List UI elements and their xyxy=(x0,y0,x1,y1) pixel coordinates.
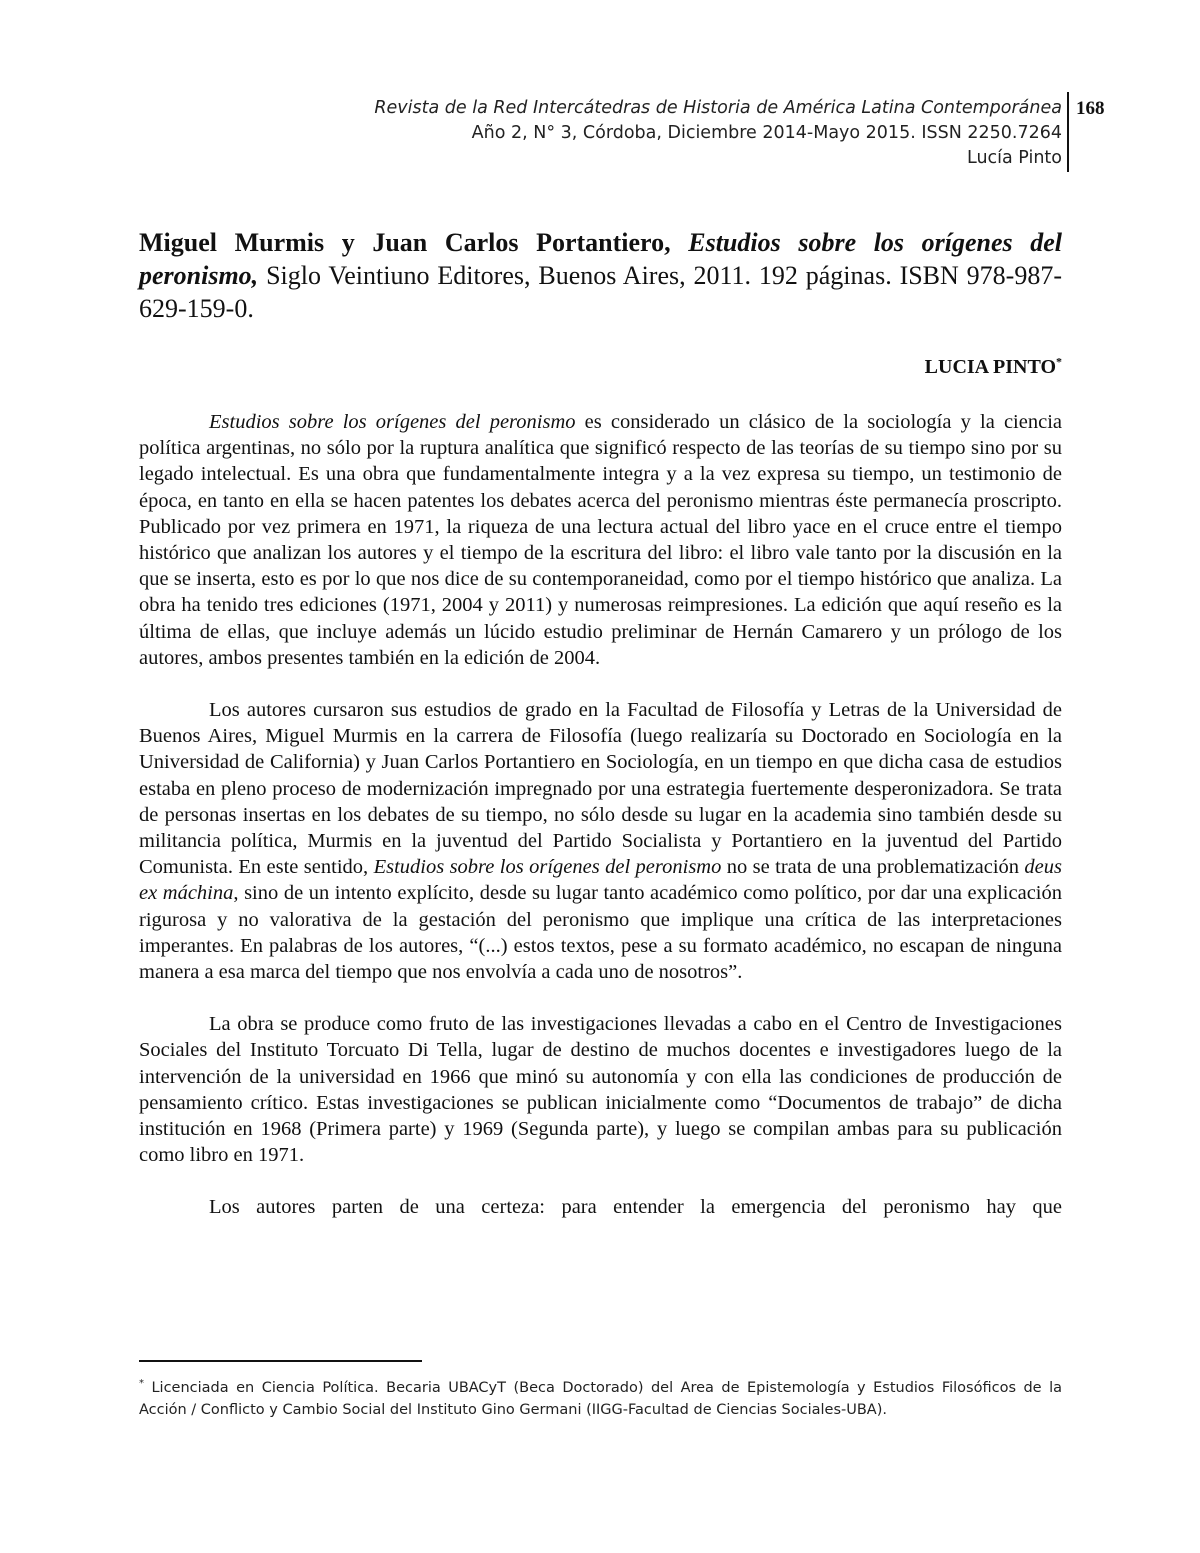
paragraph-4: Los autores parten de una certeza: para entender la emergencia del peronismo hay que xyxy=(209,1196,1062,1219)
review-title xyxy=(139,226,1062,325)
journal-name: Revista de la Red Intercátedras de Historia de América Latina Contemporánea xyxy=(374,98,1062,118)
header-author: Lucía Pinto xyxy=(967,148,1062,168)
review-author xyxy=(925,354,1062,380)
paragraph-text: es considerado un clásico de la sociología y la ciencia política argentinas, no sólo por la ruptura analítica que significó respecto de las teorías de su tiempo sino por su legado intelectual. Es una obra que fundamentalmente integra y a la vez expresa su tiempo, un testimonio de época, en tanto en ella se hacen patentes los debates acerca del peronismo mientras éste permanecía proscripto. Publicado por vez primera en 1971, la riqueza de una lectura actual del libro yace en el cruce entre el tiempo histórico que analizan los autores y el tiempo de la escritura del libro: el libro vale tanto por la discusión en la que se inserta, esto es por lo que nos dice de su contemporaneidad, como por el tiempo histórico que analiza. La obra ha tenido tres ediciones (1971, 2004 y 2011) y numerosas reimpresiones. La edición que aquí reseño es la última de ellas, que incluye además un lúcido estudio preliminar de Hernán Camarero y un prólogo de los autores, ambos presentes también en la edición de 2004. xyxy=(139,411,1062,669)
paragraph-2 xyxy=(139,697,1062,985)
article-body xyxy=(139,409,1062,1247)
paragraph-text: , sino de un intento explícito, desde su lugar tanto académico como político, por dar una explicación rigurosa y no valorativa de la gestación del peronismo que implique una crítica de las interpretaciones imperantes. En palabras de los autores, “(...) estos textos, pese a su formato académico, no escapan de ninguna manera a esa marca del tiempo que nos envolvía a cada uno de nosotros”. xyxy=(139,882,1062,984)
paragraph-text: Los autores cursaron sus estudios de grado en la Facultad de Filosofía y Letras de la Universidad de Buenos Aires, Miguel Murmis en la carrera de Filosofía (luego realizaría su Doctorado en Sociología en la Universidad de California) y Juan Carlos Portantiero en Sociología, en un tiempo en que dicha casa de estudios estaba en pleno proceso de modernización impregnado por una estrategia fuertemente desperonizadora. Se trata de personas insertas en los debates de su tiempo, no sólo desde su lugar en la academia sino también desde su militancia política, Murmis en la juventud del Partido Socialista y Portantiero en la juventud del Partido Comunista. En este sentido, xyxy=(139,699,1062,879)
page-number: 168 xyxy=(1076,98,1105,119)
latin-phrase: deus ex máchina xyxy=(139,856,1062,905)
book-title-inline: Estudios sobre los orígenes del peronismo xyxy=(209,411,576,433)
book-title-inline: Estudios sobre los orígenes del peronismo xyxy=(373,856,722,879)
footnote-marker: * xyxy=(1056,354,1062,369)
header-divider xyxy=(1067,92,1069,172)
paragraph-text: no se trata de una problematización xyxy=(721,856,1025,879)
book-authors: Miguel Murmis y Juan Carlos Portantiero, xyxy=(139,228,671,257)
footnote-mark: * xyxy=(139,1378,144,1390)
book-title: Estudios sobre los orígenes del peronismo, xyxy=(139,228,1063,290)
author-name: LUCIA PINTO xyxy=(924,356,1056,378)
paragraph-1 xyxy=(139,409,1062,671)
paragraph-3: La obra se produce como fruto de las investigaciones llevadas a cabo en el Centro de Investigaciones Sociales del Instituto Torcuato Di Tella, lugar de destino de muchos docentes e investigadores luego de la intervención de la universidad en 1966 que minó su autonomía y con ella las condiciones de producción de pensamiento crítico. Estas investigaciones se publican inicialmente como “Documentos de trabajo” de dicha institución en 1968 (Primera parte) y 1969 (Segunda parte), y luego se compilan ambas para su publicación como libro en 1971. xyxy=(139,1013,1062,1167)
running-header xyxy=(374,96,1062,171)
issue-info: Año 2, N° 3, Córdoba, Diciembre 2014-Mayo 2015. ISSN 2250.7264 xyxy=(471,123,1062,143)
footnote-text: Licenciada en Ciencia Política. Becaria UBACyT (Beca Doctorado) del Area de Epistemología y Estudios Filosóficos de la Acción / Conflicto y Cambio Social del Instituto Gino Germani (IIGG-Facultad de Ciencias Sociales-UBA). xyxy=(139,1380,1062,1418)
footnote-rule xyxy=(139,1360,422,1362)
publication-info: Siglo Veintiuno Editores, Buenos Aires, 2011. 192 páginas. ISBN 978-987-629-159-0. xyxy=(139,261,1062,323)
footnote xyxy=(139,1377,1062,1421)
